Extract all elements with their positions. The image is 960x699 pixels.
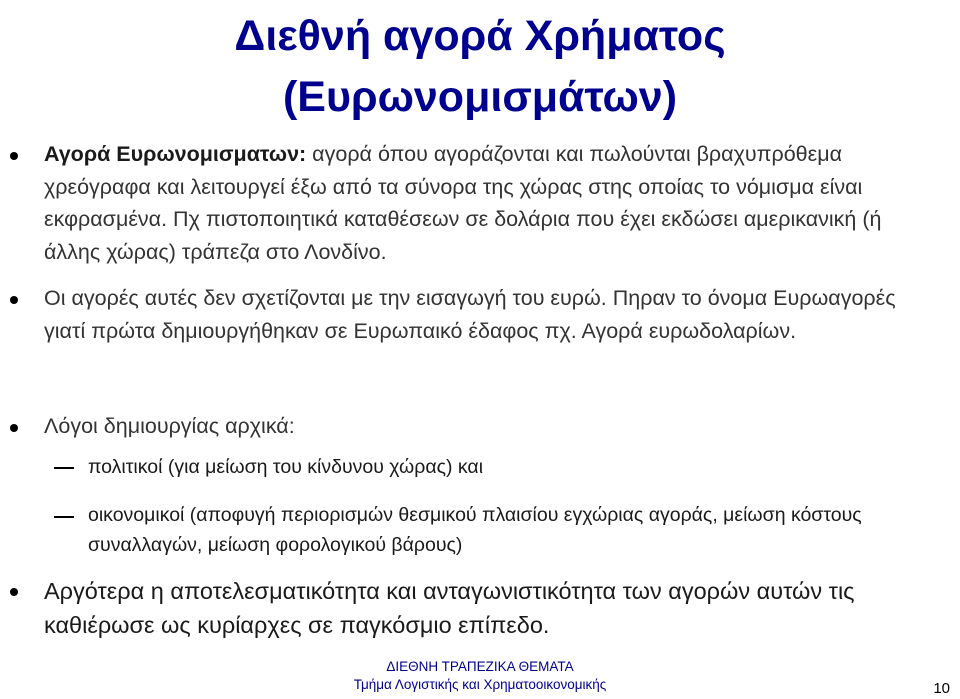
bullet-text: Οι αγορές αυτές δεν σχετίζονται με την εισαγωγή του ευρώ. Πηραν το όνομα Ευρωαγορές γιατί πρώτα δημιουργήθηκαν σε Ευρωπαικό έδαφος πχ. Αγορά ευρωδολαρίων. — [44, 286, 896, 343]
bullet-dot — [10, 152, 18, 160]
sub-item-political: πολιτικοί (για μείωση του κίνδυνου χώρας) και — [88, 456, 484, 478]
footer-course: ΔΙΕΘΝΗ ΤΡΑΠΕΖΙΚΑ ΘΕΜΑΤΑ — [386, 659, 574, 674]
sub-dash — [54, 516, 74, 518]
footer — [200, 658, 760, 694]
slide-title-line-1: Διεθνή αγορά Χρήματος — [234, 12, 726, 60]
footer-department: Τμήμα Λογιστικής και Χρηματοοικονομικής — [353, 677, 607, 692]
sub-item-economic: οικονομικοί (αποφυγή περιορισμών θεσμικού πλαισίου εγχώριας αγοράς, μείωση κόστους συναλλαγών, μείωση φορολογικού βάρους) — [88, 504, 862, 556]
bullet-dot — [10, 588, 18, 596]
bullet-reasons — [44, 410, 934, 443]
bullet-euro-market-definition — [44, 138, 934, 268]
bullet-text: αγορά όπου αγοράζονται και πωλούνται βραχυπρόθεμα χρεόγραφα και λειτουργεί έξω από τα σύνορα της χώρας στης οποίας το νόμισμα είναι εκφρασμένα. Πχ πιστοποιητικά καταθέσεων σε δολάρια που έχει εκδώσει αμερικανική (ή άλλης χώρας) τράπεζα στο Λονδίνο. — [44, 142, 882, 264]
bullet-term: Αγορά Ευρωνομισματων: — [44, 142, 307, 166]
slide-title — [0, 6, 960, 128]
bullet-text: Λόγοι δημιουργίας αρχικά: — [44, 414, 295, 438]
sub-dash — [54, 467, 74, 469]
page-number: 10 — [933, 680, 950, 697]
bullet-later: Αργότερα η αποτελεσματικότητα και ανταγωνιστικότητα των αγορών αυτών τις καθιέρωσε ως κυρίαρχες σε παγκόσμιο επίπεδο. — [44, 578, 855, 638]
bullet-dot — [10, 424, 18, 432]
bullet-dot — [10, 296, 18, 304]
bullet-naming — [44, 282, 934, 347]
slide-title-line-2: (Ευρωνομισμάτων) — [282, 73, 678, 121]
